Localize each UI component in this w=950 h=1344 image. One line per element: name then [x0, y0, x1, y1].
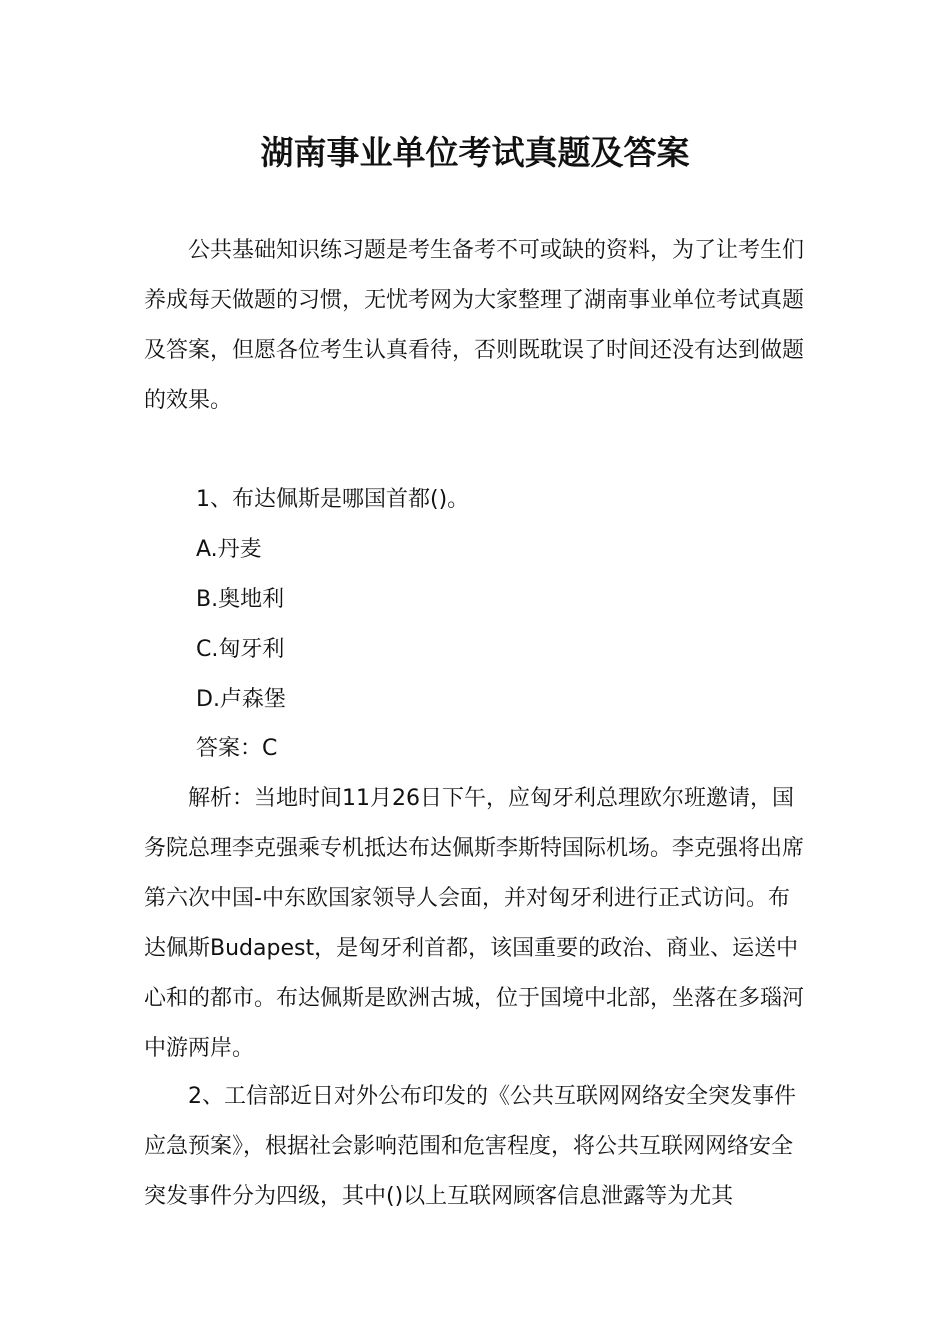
question-1-option-b: B.奥地利: [196, 587, 285, 612]
question-1-option-d: D.卢森堡: [196, 687, 286, 712]
question-1-analysis: 解析：当地时间11月26日下午，应匈牙利总理欧尔班邀请，国务院总理李克强乘专机抵达布达佩斯李斯特国际机场。李克强将出席第六次中国-中东欧国家领导人会面，并对匈牙利进行正式访问。布达佩斯Budapest，是匈牙利首都，该国重要的政治、商业、运送中心和的都市。布达佩斯是欧洲古城，位于国境中北部，坐落在多瑙河中游两岸。: [144, 786, 805, 1061]
question-1-option-c: C.匈牙利: [196, 637, 285, 662]
question-1-stem: 1、布达佩斯是哪国首都()。: [196, 487, 470, 512]
document-title: 湖南事业单位考试真题及答案: [260, 133, 690, 172]
intro-paragraph: 公共基础知识练习题是考生备考不可或缺的资料，为了让考生们养成每天做题的习惯，无忧考网为大家整理了湖南事业单位考试真题及答案，但愿各位考生认真看待，否则既耽误了时间还没有达到做题的效果。: [144, 238, 805, 413]
question-2-stem: 2、工信部近日对外公布印发的《公共互联网网络安全突发事件应急预案》，根据社会影响范围和危害程度，将公共互联网网络安全突发事件分为四级，其中()以上互联网顾客信息泄露等为尤其: [144, 1084, 796, 1209]
question-1-option-a: A.丹麦: [196, 537, 262, 562]
question-1-answer: 答案：C: [196, 736, 278, 761]
